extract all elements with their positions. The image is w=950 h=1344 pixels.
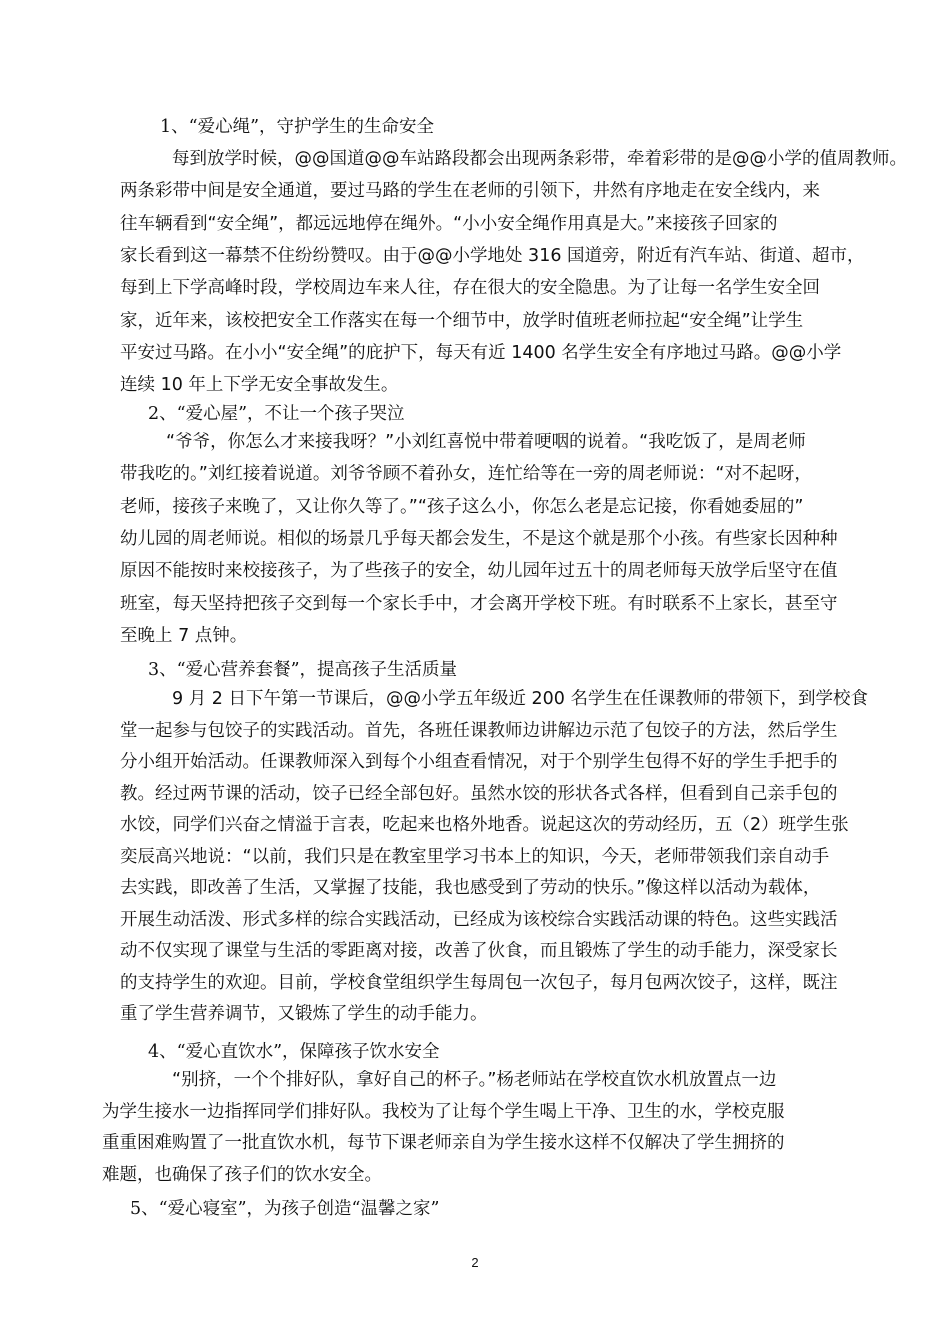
paragraph-line: 带我吃的。”刘红接着说道。刘爷爷顾不着孙女，连忙给等在一旁的周老师说：“对不起呀， bbox=[120, 464, 812, 485]
section-heading: 4、“爱心直饮水”，保障孩子饮水安全 bbox=[148, 1042, 440, 1062]
paragraph-line: 难题，也确保了孩子们的饮水安全。 bbox=[102, 1164, 382, 1185]
paragraph-line: 两条彩带中间是安全通道，要过马路的学生在老师的引领下，井然有序地走在安全线内，来 bbox=[120, 181, 820, 202]
section-heading: 3、“爱心营养套餐”，提高孩子生活质量 bbox=[148, 660, 458, 680]
section-heading: 1、“爱心绳”，守护学生的生命安全 bbox=[160, 117, 435, 137]
paragraph-line: 往车辆看到“安全绳”，都远远地停在绳外。“小小安全绳作用真是大。”来接孩子回家的 bbox=[120, 213, 778, 234]
paragraph-line: 去实践，即改善了生活，又掌握了技能，我也感受到了劳动的快乐。”像这样以活动为载体， bbox=[120, 878, 821, 898]
section-heading: 2、“爱心屋”，不让一个孩子哭泣 bbox=[148, 404, 405, 424]
paragraph-line: 为学生接水一边指挥同学们排好队。我校为了让每个学生喝上干净、卫生的水，学校克服 bbox=[102, 1101, 785, 1122]
paragraph-line: 奕辰高兴地说：“以前，我们只是在教室里学习书本上的知识，今天，老师带领我们亲自动手 bbox=[120, 846, 830, 867]
page-number: 2 bbox=[471, 1255, 479, 1270]
paragraph-line: 班室，每天坚持把孩子交到每一个家长手中，才会离开学校下班。有时联系不上家长，甚至守 bbox=[120, 593, 838, 614]
paragraph-line: 教。经过两节课的活动，饺子已经全部包好。虽然水饺的形状各式各样，但看到自己亲手包的 bbox=[120, 783, 838, 804]
paragraph-line: 每到放学时候，@@国道@@车站路段都会出现两条彩带，牵着彩带的是@@小学的值周教师。 bbox=[172, 149, 907, 169]
paragraph-line: 水饺，同学们兴奋之情溢于言表，吃起来也格外地香。说起这次的劳动经历，五（2）班学生张 bbox=[120, 815, 849, 835]
paragraph-line: 老师，接孩子来晚了，又让你久等了。”“孩子这么小，你怎么老是忘记接，你看她委屈的” bbox=[120, 496, 804, 517]
section-heading: 5、“爱心寝室”，为孩子创造“温馨之家” bbox=[130, 1199, 440, 1219]
paragraph-line: 家，近年来，该校把安全工作落实在每一个细节中，放学时值班老师拉起“安全绳”让学生 bbox=[120, 310, 804, 331]
paragraph-line: 9 月 2 日下午第一节课后，@@小学五年级近 200 名学生在任课教师的带领下，到学校食 bbox=[172, 689, 868, 709]
paragraph-line: 的支持学生的欢迎。目前，学校食堂组织学生每周包一次包子，每月包两次饺子，这样，既注 bbox=[120, 972, 838, 993]
paragraph-line: 连续 10 年上下学无安全事故发生。 bbox=[120, 375, 399, 396]
paragraph-line: 平安过马路。在小小“安全绳”的庇护下，每天有近 1400 名学生安全有序地过马路。@@小学 bbox=[120, 342, 842, 363]
paragraph-line: 家长看到这一幕禁不住纷纷赞叹。由于@@小学地处 316 国道旁，附近有汽车站、街道、超市， bbox=[120, 245, 865, 266]
paragraph-line: “别挤，一个个排好队，拿好自己的杯子。”杨老师站在学校直饮水机放置点一边 bbox=[172, 1070, 777, 1090]
paragraph-line: “爷爷，你怎么才来接我呀？”小刘红喜悦中带着哽咽的说着。“我吃饭了，是周老师 bbox=[166, 432, 806, 452]
paragraph-line: 每到上下学高峰时段，学校周边车来人往，存在很大的安全隐患。为了让每一名学生安全回 bbox=[120, 278, 820, 299]
paragraph-line: 动不仅实现了课堂与生活的零距离对接，改善了伙食，而且锻炼了学生的动手能力，深受家长 bbox=[120, 941, 838, 961]
paragraph-line: 重了学生营养调节，又锻炼了学生的动手能力。 bbox=[120, 1004, 488, 1024]
paragraph-line: 分小组开始活动。任课教师深入到每个小组查看情况，对于个别学生包得不好的学生手把手的 bbox=[120, 752, 838, 772]
paragraph-line: 至晚上 7 点钟。 bbox=[120, 625, 248, 646]
paragraph-line: 堂一起参与包饺子的实践活动。首先，各班任课教师边讲解边示范了包饺子的方法，然后学生 bbox=[120, 720, 838, 741]
paragraph-line: 开展生动活泼、形式多样的综合实践活动，已经成为该校综合实践活动课的特色。这些实践活 bbox=[120, 909, 838, 930]
paragraph-line: 幼儿园的周老师说。相似的场景几乎每天都会发生，不是这个就是那个小孩。有些家长因种种 bbox=[120, 528, 838, 549]
paragraph-line: 重重困难购置了一批直饮水机，每节下课老师亲自为学生接水这样不仅解决了学生拥挤的 bbox=[102, 1133, 785, 1153]
paragraph-line: 原因不能按时来校接孩子，为了些孩子的安全，幼儿园年过五十的周老师每天放学后坚守在值 bbox=[120, 561, 838, 582]
